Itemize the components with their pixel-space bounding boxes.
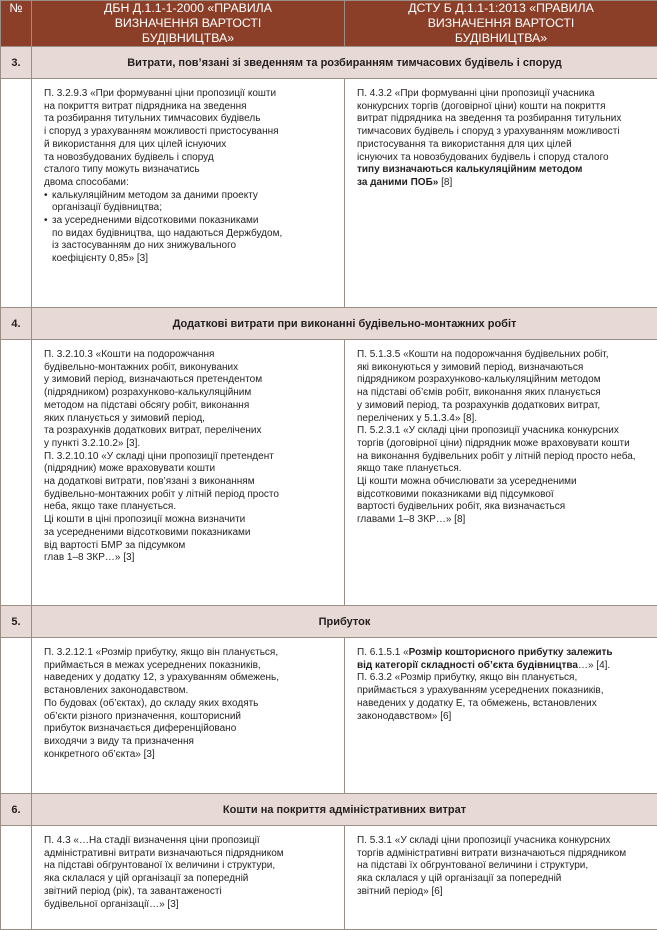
dstu-cell: [345, 340, 657, 606]
section-title: Витрати, пов’язані зі зведенням та розбиранням тимчасових будівель і споруд: [32, 47, 657, 79]
dstu-bold-text: типу визначаються калькуляційним методом за даними ПОБ»: [357, 164, 583, 188]
dbn-cell: [32, 638, 345, 794]
dstu-paragraph: П. 5.3.1 «У складі ціни пропозиції учасника конкурсних торгів адміністративні витрати визначаються підрядником на підставі їх обгрунтованої величини і структури, яка склалася у цій організації за попередній звітний період» [6]: [357, 835, 627, 897]
header-number: №: [1, 1, 32, 47]
dbn-cell: [32, 340, 345, 606]
dbn-cell: [32, 826, 345, 930]
section-number: 6.: [1, 794, 32, 826]
section-title: Кошти на покриття адміністративних витрат: [32, 794, 657, 826]
section-number: 4.: [1, 308, 32, 340]
dbn-paragraph: П. 3.2.10.3 «Кошти на подорожчання будівельно-монтажних робіт, виконуваних у зимовий період, визначаються претендентом (підрядником) розрахунково-калькуляційним методом на підставі обсягу робіт, виконання яких планується у зимовий період, та розрахунків додаткових витрат, перелічених у пункті 3.2.10.2» [3].: [44, 349, 263, 449]
dbn-paragraph: Ці кошти в ціні пропозиції можна визначити за усередненими відсотковими показниками від вартості БМР за підсумком глав 1–8 ЗКР…» [3]: [44, 514, 251, 564]
dbn-paragraph: П. 3.2.9.3 «При формуванні ціни пропозиції кошти на покриття витрат підрядника на зведення та розбирання титульних тимчасових будівель і споруд з урахуванням можливості пристосування й використання для цих цілей існуючих та новозбудованих будівель і споруд сталого типу можуть визначатись двома способами:: [44, 88, 279, 188]
header-dbn: ДБН Д.1.1-1-2000 «ПРАВИЛА ВИЗНАЧЕННЯ ВАРТОСТІ БУДІВНИЦТВА»: [32, 1, 345, 47]
dstu-paragraph: П. 5.1.3.5 «Кошти на подорожчання будівельних робіт, які виконуються у зимовий період, визначаються підрядником розрахунково-калькуляційним методом на підставі об’ємів робіт, виконання яких планується у зимовий період, та розрахунків додаткових витрат, перелічених у 5.1.3.4» [8].: [357, 349, 609, 424]
number-cell: [1, 826, 32, 930]
content-row-6: [1, 826, 657, 930]
dstu-bold-text: Розмір кошторисного прибутку залежить від категорії складності об’єкта будівництва: [357, 647, 613, 671]
dstu-reference: [8]: [438, 176, 453, 188]
dbn-cell: [32, 79, 345, 308]
dstu-text: П. 4.3.2 «При формуванні ціни пропозиції учасника конкурсних торгів (договірної ціни) кошти на покриття витрат підрядника на зведення та розбирання титульних тимчасових будівель і споруд з урахуванням можливості пристосування та використання для цих цілей існуючих та новозбудованих будівель і споруд сталого: [357, 88, 622, 163]
section-row-5: [1, 606, 657, 638]
dstu-paragraph: Ці кошти можна обчислювати за усередненими відсотковими показниками від підсумкової вартості будівельних робіт, яка визначається главами 1–8 ЗКР…» [8]: [357, 476, 577, 526]
dstu-paragraph: [357, 647, 647, 672]
content-row-5: [1, 638, 657, 794]
list-item: • калькуляційним методом за даними проекту організації будівництва;: [44, 190, 334, 215]
dstu-reference: …» [4].: [577, 659, 611, 671]
dstu-paragraph: П. 6.3.2 «Розмір прибутку, якщо він планується, приймається з урахуванням усереднених показників, наведених у додатку Е, та обмежень, встановлених законодавством» [6]: [357, 672, 604, 722]
content-row-3: [1, 79, 657, 308]
list-item: • за усередненими відсотковими показниками по видах будівництва, що надаються Держбудом, із застосуванням до них знижувального коефіцієнту 0,85» [3]: [44, 215, 334, 266]
dstu-cell: [345, 826, 657, 930]
dstu-paragraph: [357, 88, 647, 190]
header-dstu: ДСТУ Б Д.1.1-1:2013 «ПРАВИЛА ВИЗНАЧЕННЯ ВАРТОСТІ БУДІВНИЦТВА»: [345, 1, 657, 47]
dbn-paragraph: П. 4.3 «…На стадії визначення ціни пропозиції адміністративні витрати визначаються підрядником на підставі обгрунтованої їх величини і структури, яка склалася у цій організації за попередній звітний період (рік), та завантаженості будівельної організації…» [3]: [44, 835, 284, 910]
dstu-cell: [345, 638, 657, 794]
dstu-paragraph: П. 5.2.3.1 «У складі ціни пропозиції учасника конкурсних торгів (договірної ціни) підрядник може враховувати кошти на виконання будівельних робіт у літній період просто неба, якщо таке планується.: [357, 425, 636, 475]
dbn-paragraph: П. 3.2.12.1 «Розмір прибутку, якщо він планується, приймається в межах усереднених показників, наведених у додатку 12, з урахуванням обмежень, встановлених законодавством.: [44, 647, 279, 697]
section-row-3: [1, 47, 657, 79]
number-cell: [1, 340, 32, 606]
section-title: Додаткові витрати при виконанні будівельно-монтажних робіт: [32, 308, 657, 340]
dbn-paragraph: По будовах (об’єктах), до складу яких входять об’єкти різного призначення, кошторисний прибуток визначається диференційовано виходячи з виду та призначення конкретного об’єкта» [3]: [44, 697, 259, 760]
section-number: 5.: [1, 606, 32, 638]
dstu-text: П. 6.1.5.1 «: [357, 647, 409, 658]
section-title: Прибуток: [32, 606, 657, 638]
table-header-row: [1, 1, 657, 47]
dbn-paragraph: П. 3.2.10.10 «У складі ціни пропозиції претендент (підрядник) може враховувати кошти на додаткові витрати, пов’язані з виконанням будівельно-монтажних робіт у літній період просто неба, якщо таке планується.: [44, 450, 279, 513]
section-number: 3.: [1, 47, 32, 79]
section-row-6: [1, 794, 657, 826]
content-row-4: [1, 340, 657, 606]
number-cell: [1, 638, 32, 794]
dbn-list: [44, 190, 334, 266]
section-row-4: [1, 308, 657, 340]
dstu-cell: [345, 79, 657, 308]
number-cell: [1, 79, 32, 308]
